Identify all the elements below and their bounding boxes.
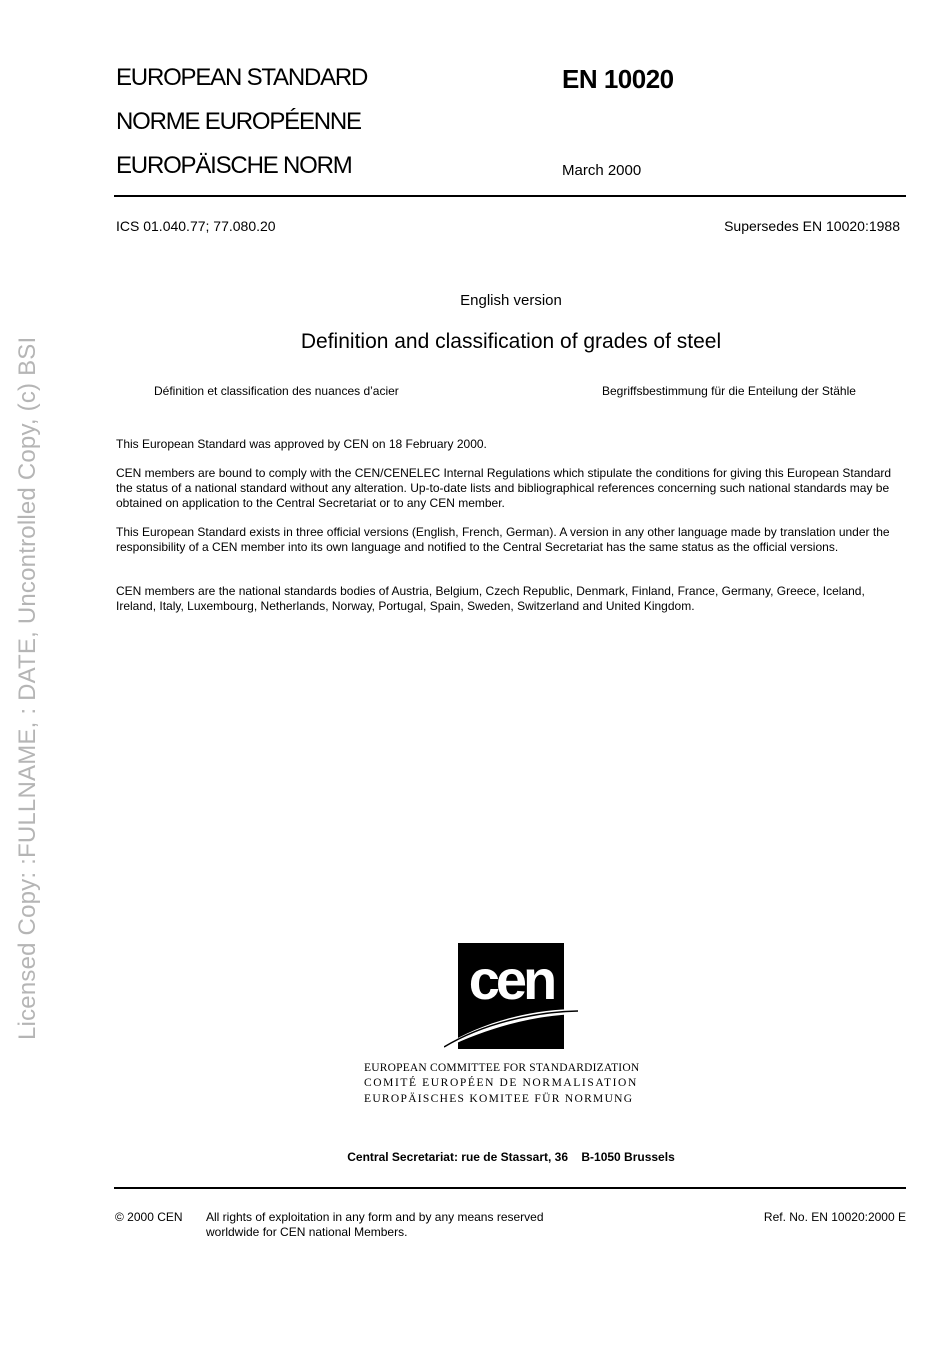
standard-number: EN 10020: [562, 64, 674, 94]
publication-date: March 2000: [562, 162, 642, 179]
version-label: English version: [460, 292, 562, 309]
committee-name-fr: COMITÉ EUROPÉEN DE NORMALISATION: [364, 1077, 638, 1089]
header-title-en: EUROPEAN STANDARD: [116, 64, 368, 91]
ics-codes: ICS 01.040.77; 77.080.20: [116, 218, 276, 234]
paragraph-approval: This European Standard was approved by CEN on 18 February 2000.: [116, 437, 487, 451]
footer-divider: [114, 1187, 906, 1189]
committee-name-de: EUROPÄISCHES KOMITEE FÜR NORMUNG: [364, 1093, 634, 1105]
copyright: © 2000 CEN: [115, 1210, 183, 1224]
paragraph-members: CEN members are the national standards bodies of Austria, Belgium, Czech Republic, Denmark, Finland, France, Germany, Greece, Iceland, Ireland, Italy, Luxembourg, Netherlands, Norway, Portugal, Spain, Sweden, Switzerland and United Kingdom.: [116, 584, 865, 613]
reference-number: Ref. No. EN 10020:2000 E: [763, 1210, 906, 1224]
title-french: Définition et classification des nuances d’acier: [154, 384, 399, 398]
header-title-de: EUROPÄISCHE NORM: [116, 152, 352, 179]
cen-logo: [444, 943, 578, 1051]
supersedes: Supersedes EN 10020:1988: [724, 218, 900, 234]
committee-name-en: EUROPEAN COMMITTEE FOR STANDARDIZATION: [364, 1062, 640, 1074]
document-title: Definition and classification of grades of steel: [300, 330, 722, 353]
header-divider: [114, 195, 906, 197]
rights-line-2: worldwide for CEN national Members.: [206, 1225, 408, 1239]
header-title-fr: NORME EUROPÉENNE: [116, 108, 361, 135]
cen-logo-text: cen: [468, 948, 554, 1011]
title-german: Begriffsbestimmung für die Enteilung der Stähle: [602, 384, 856, 398]
watermark-text: Licensed Copy: :FULLNAME, : DATE, Uncontrolled Copy, (c) BSI: [14, 336, 41, 1040]
central-secretariat: Central Secretariat: rue de Stassart, 36 B-1050 Brussels: [347, 1150, 675, 1164]
rights-line-1: All rights of exploitation in any form and by any means reserved: [206, 1210, 544, 1224]
paragraph-regulations: CEN members are bound to comply with the CEN/CENELEC Internal Regulations which stipulate the conditions for giving this European Standard the status of a national standard without any alteration. Up-to-date lists and bibliographical references concerning such national standards may be obtained on application to the Central Secretariat or to any CEN member.: [116, 466, 892, 510]
cen-logo-graphic: [444, 943, 578, 1051]
paragraph-versions: This European Standard exists in three official versions (English, French, German). A version in any other language made by translation under the responsibility of a CEN member into its own language and notified to the Central Secretariat has the same status as the official versions.: [116, 525, 890, 554]
